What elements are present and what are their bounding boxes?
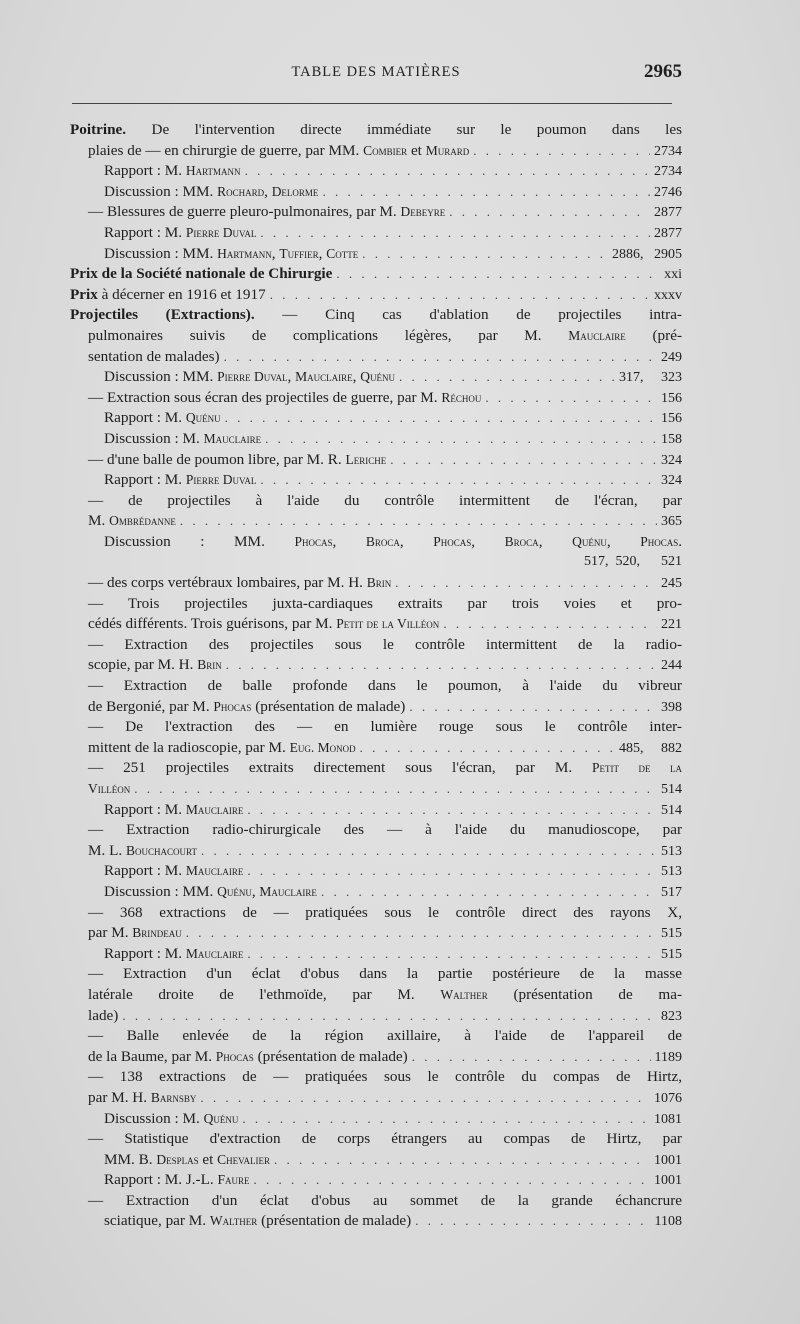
page-reference: 244 [661, 658, 682, 674]
page-reference: 398 [661, 699, 682, 715]
entry-text: , [471, 532, 505, 550]
index-line [70, 1067, 682, 1088]
entry-title [104, 470, 256, 491]
entry-text: Discussion : MM. [104, 882, 218, 900]
entry-title [88, 573, 391, 594]
index-line [70, 1047, 682, 1068]
entry-title [88, 697, 405, 718]
entry-text: , [251, 882, 260, 900]
page-reference: 514 [661, 782, 682, 797]
entry-text: et [407, 141, 426, 159]
author-name: Eug. Monod [289, 739, 356, 755]
page-reference: 1076 [654, 1090, 682, 1106]
entry-text: MM. B. [104, 1150, 157, 1168]
author-name: Mauclaire [185, 801, 244, 817]
index-line [70, 594, 682, 615]
entry-text: Rapport : M. J.-L. [104, 1171, 218, 1189]
entry-text: (présentation de ma- [487, 985, 683, 1003]
entry-text: , [352, 368, 361, 386]
author-name: Hartmann [217, 245, 272, 261]
author-name: Walther [209, 1213, 258, 1229]
header-rule [72, 103, 672, 104]
entry-text: De l'intervention directe immédiate sur le poumon dans les [126, 121, 682, 138]
entry-title [104, 223, 256, 244]
author-name: Broca [365, 533, 400, 549]
author-name: Tuffier [279, 245, 319, 261]
entry-text: — 368 extractions de — pratiquées sous le contrôle direct des rayons X, [88, 903, 682, 921]
author-name: Delorme [271, 183, 319, 199]
index-line [70, 491, 682, 512]
entry-title [104, 244, 358, 265]
entry-title [70, 285, 266, 306]
entry-title [88, 655, 222, 676]
entry-text: mittent de la radioscopie, par M. [88, 738, 290, 756]
entry-title [88, 841, 197, 862]
page-reference: 515 [661, 946, 682, 962]
index-line [70, 429, 682, 450]
dot-leader [254, 1170, 651, 1191]
dot-leader [274, 1150, 650, 1171]
entry-title [104, 182, 318, 203]
page-reference: 514 [661, 802, 682, 818]
entry-text: Discussion : MM. [104, 182, 218, 200]
entry-text: latérale droite de l'ethmoïde, par M. [88, 985, 441, 1003]
page-reference: 2746 [654, 184, 682, 200]
page-reference: 823 [661, 1008, 682, 1024]
author-name: Brindeau [132, 925, 182, 941]
index-line [70, 964, 682, 985]
page-reference: xxi [664, 267, 682, 283]
entry-text: (présentation de malade) [253, 1047, 408, 1065]
dot-leader [260, 470, 657, 491]
author-name: Murard [425, 142, 470, 158]
index-line [70, 573, 682, 594]
index-line [70, 614, 682, 635]
page-reference: 517 [661, 884, 682, 900]
page-reference: 2734 [654, 143, 682, 159]
dot-leader [473, 141, 650, 162]
dot-leader [247, 800, 657, 821]
author-name: Quénu [360, 369, 395, 385]
entry-text: , [538, 532, 573, 550]
entry-title [88, 450, 386, 471]
index-line [70, 244, 682, 265]
author-name: Petit de la [592, 760, 682, 776]
entry-text: — Extraction de balle profonde dans le poumon, à l'aide du vibreur [88, 677, 682, 695]
dot-leader [336, 264, 660, 285]
entry-text: , [271, 244, 280, 262]
entry-text: — Extraction d'un éclat d'obus au sommet de la grande échancrure [88, 1191, 682, 1209]
author-name: Phocas [640, 533, 679, 549]
entry-text: — Balle enlevée de la région axillaire, à l'aide de l'appareil de [88, 1027, 682, 1045]
entry-text: — d'une balle de poumon libre, par M. R. [88, 450, 346, 468]
dot-leader [134, 779, 657, 800]
entry-text: à décerner en 1916 et 1917 [97, 285, 266, 303]
entry-text: — de projectiles à l'aide du contrôle intermittent de l'écran, par [88, 491, 682, 509]
author-name: Réchou [441, 389, 482, 405]
dot-leader [226, 655, 657, 676]
entry-text: Discussion : MM. [104, 532, 295, 550]
index-line [70, 347, 682, 368]
dot-leader [186, 923, 657, 944]
index-line [70, 1211, 682, 1232]
index-line [70, 903, 682, 924]
author-name: Brin [366, 575, 392, 591]
page-reference: 156 [661, 390, 682, 406]
author-name: Brin [197, 657, 222, 673]
entry-title [104, 1150, 270, 1171]
running-header [70, 61, 682, 92]
author-name: Ombrédanne [109, 513, 176, 529]
entry-text: sentation de malades) [88, 347, 220, 365]
author-name: Phocas [213, 698, 252, 714]
index-line [70, 182, 682, 203]
entry-title [104, 408, 221, 429]
dot-leader [225, 408, 657, 429]
entry-title [70, 264, 332, 285]
author-name: Desplas [156, 1151, 199, 1167]
entry-text: — Extraction d'un éclat d'obus dans la partie postérieure de la masse [88, 965, 682, 983]
index-line [70, 1109, 682, 1130]
entry-text: — 251 projectiles extraits directement sous l'écran, par M. [88, 759, 593, 777]
entry-text: Rapport : M. [104, 800, 186, 818]
page-reference: 156 [661, 411, 682, 427]
entry-text: , [332, 532, 366, 550]
entry-text: Rapport : M. [104, 162, 186, 180]
entry-heading: Projectiles (Extractions). [70, 306, 255, 324]
author-name: Hartmann [185, 163, 241, 179]
index-line [70, 367, 682, 388]
index-line [70, 717, 682, 738]
index-line [70, 532, 682, 553]
entry-text: par M. H. [88, 1088, 151, 1106]
author-name: Quénu [203, 1110, 239, 1126]
index-line [70, 800, 682, 821]
index-line [70, 470, 682, 491]
page-reference: 1108 [654, 1214, 682, 1230]
entry-text: , [606, 532, 641, 550]
page-reference: 158 [661, 431, 682, 447]
entry-title [104, 861, 243, 882]
author-name: Cotte [326, 245, 359, 261]
author-name: Mauclaire [203, 430, 262, 446]
dot-leader [247, 944, 657, 965]
entry-text: Discussion : M. [104, 1109, 204, 1127]
author-name: Barnsby [150, 1089, 197, 1105]
page-reference: 513 [661, 864, 682, 880]
entry-text: — Extraction des projectiles sous le contrôle intermittent de la radio- [88, 635, 682, 653]
entry-title [88, 923, 182, 944]
index-line [70, 141, 682, 162]
entry-text: — Statistique d'extraction de corps étrangers au compas de Hirtz, par [88, 1130, 682, 1148]
entry-title [88, 614, 439, 635]
dot-leader [247, 861, 657, 882]
index-line [70, 552, 682, 573]
entry-title [104, 161, 241, 182]
entry-heading: Poitrine. [70, 121, 127, 138]
entry-title [104, 1109, 238, 1130]
author-name: Walther [440, 986, 488, 1002]
index-line [70, 697, 682, 718]
author-name: Petit de la Villéon [336, 616, 440, 632]
author-name: Bouchacourt [125, 842, 197, 858]
page-reference: 1189 [654, 1049, 682, 1065]
index-line [70, 676, 682, 697]
entry-text: — Blessures de guerre pleuro-pulmonaires, par M. [88, 203, 401, 221]
author-name: Quénu [185, 410, 221, 426]
index-line [70, 408, 682, 429]
page-reference: 2877 [654, 205, 682, 221]
author-name: Mauclaire [185, 863, 244, 879]
entry-title [88, 779, 130, 800]
index-line [70, 450, 682, 471]
entry-text: pulmonaires suivis de complications légères, par M. [88, 326, 569, 344]
entry-title [88, 388, 481, 409]
index-line [70, 285, 682, 306]
entry-text: Discussion : MM. [104, 368, 218, 386]
entry-title [88, 202, 445, 223]
entry-text: sciatique, par M. [104, 1212, 210, 1230]
dot-leader [409, 697, 657, 718]
author-name: Rochard [217, 183, 265, 199]
index-line [70, 1170, 682, 1191]
author-name: Phocas [433, 533, 472, 549]
page-reference: 485, 882 [619, 740, 682, 756]
index-line [70, 1088, 682, 1109]
dot-leader [415, 1211, 650, 1232]
running-title: TABLE DES MATIÈRES [291, 64, 461, 80]
entry-title [88, 347, 220, 368]
entry-text: Discussion : M. [104, 429, 204, 447]
entry-title [104, 1211, 411, 1232]
author-name: Faure [217, 1172, 250, 1188]
author-name: Villéon [88, 781, 131, 796]
index-line [70, 944, 682, 965]
author-name: Pierre Duval [185, 472, 257, 488]
entry-text: Rapport : M. [104, 471, 186, 489]
entry-title [88, 141, 469, 162]
author-name: Mauclaire [185, 945, 244, 961]
entry-text: , [399, 532, 434, 550]
entry-text: — 138 extractions de — pratiquées sous le contrôle du compas de Hirtz, [88, 1068, 682, 1086]
page-reference: 513 [661, 843, 682, 859]
page-reference: 324 [661, 473, 682, 489]
entry-text: Discussion : MM. [104, 244, 218, 262]
entry-text: — Trois projectiles juxta-cardiaques extraits par trois voies et pro- [88, 594, 682, 612]
dot-leader [395, 573, 657, 594]
entry-title [104, 1170, 250, 1191]
entry-text: M. [88, 512, 110, 530]
index-line [70, 1026, 682, 1047]
index-line [70, 985, 682, 1006]
author-name: Pierre Duval [217, 369, 288, 385]
dot-leader [443, 614, 657, 635]
index-line [70, 388, 682, 409]
dot-leader [242, 1109, 650, 1130]
index-line [70, 861, 682, 882]
entry-title [104, 882, 317, 903]
index-line [70, 923, 682, 944]
page-reference: xxxv [654, 287, 682, 303]
index-line [70, 202, 682, 223]
entry-text: Rapport : M. [104, 409, 186, 427]
entry-text: Rapport : M. [104, 223, 186, 241]
index-line [70, 1129, 682, 1150]
entry-text: (présentation de malade) [257, 1212, 412, 1230]
index-line [70, 1150, 682, 1171]
dot-leader [180, 511, 657, 532]
entry-text: , [318, 244, 327, 262]
author-name: Combier [363, 142, 408, 158]
dot-leader [245, 161, 650, 182]
dot-leader [122, 1006, 657, 1027]
entry-text: M. L. [88, 841, 126, 859]
dot-leader [399, 367, 615, 388]
dot-leader [270, 285, 650, 306]
index-line [70, 655, 682, 676]
entry-text: — Cinq cas d'ablation de projectiles intra- [254, 306, 682, 324]
page-reference: 317, 323 [619, 370, 682, 386]
dot-leader [321, 882, 657, 903]
index-line [70, 326, 682, 347]
entry-title [88, 1006, 118, 1027]
dot-leader [201, 841, 657, 862]
entry-title [104, 367, 395, 388]
entry-text: scopie, par M. H. [88, 656, 198, 674]
dot-leader [390, 450, 657, 471]
author-name: Quénu [572, 533, 607, 549]
page-reference: 1081 [654, 1111, 682, 1127]
entry-title [88, 1088, 196, 1109]
index-line [70, 635, 682, 656]
page-reference: 2877 [654, 225, 682, 241]
index-entries [70, 120, 682, 1232]
page-number: 2965 [644, 61, 682, 82]
index-line [70, 511, 682, 532]
entry-text: , [264, 182, 272, 200]
index-line [70, 779, 682, 800]
entry-text: , [287, 368, 296, 386]
entry-title [88, 1047, 408, 1068]
page-reference: 221 [661, 617, 682, 633]
entry-text: — des corps vertébraux lombaires, par M. H. [88, 574, 367, 592]
entry-title [88, 738, 356, 759]
entry-text: et [198, 1150, 218, 1168]
author-name: Quénu [217, 883, 252, 899]
page-reference: 365 [661, 514, 682, 530]
entry-text: — Extraction radio-chirurgicale des — à l'aide du manudioscope, par [88, 821, 682, 839]
entry-text: plaies de — en chirurgie de guerre, par MM. [88, 141, 364, 159]
dot-leader [322, 182, 650, 203]
entry-text: par M. [88, 924, 133, 942]
page-reference: 245 [661, 576, 682, 592]
entry-title [104, 429, 261, 450]
entry-text: . [678, 532, 683, 550]
dot-leader [362, 244, 608, 265]
entry-text: (pré- [625, 326, 682, 344]
index-line [70, 305, 682, 326]
index-line [70, 882, 682, 903]
entry-heading: Prix de la Société nationale de Chirurgie [70, 265, 333, 283]
page-reference: 324 [661, 452, 682, 468]
entry-text: Rapport : M. [104, 944, 186, 962]
dot-leader [265, 429, 657, 450]
entry-title [104, 944, 243, 965]
author-name: Chevalier [217, 1151, 270, 1167]
dot-leader [412, 1047, 651, 1068]
index-line [70, 223, 682, 244]
page-reference: 2734 [654, 164, 682, 180]
entry-text: 517, 520, 521 [584, 554, 682, 570]
dot-leader [224, 347, 657, 368]
author-name: Pierre Duval [185, 224, 257, 240]
entry-heading: Prix [70, 285, 98, 303]
entry-text: (présentation de malade) [251, 697, 406, 715]
index-line [70, 758, 682, 779]
author-name: Leriche [345, 451, 387, 467]
author-name: Mauclaire [259, 883, 317, 899]
index-line [70, 120, 682, 141]
dot-leader [485, 388, 657, 409]
dot-leader [200, 1088, 650, 1109]
page-reference: 1001 [654, 1152, 682, 1168]
dot-leader [449, 202, 650, 223]
entry-text: lade) [88, 1006, 119, 1024]
dot-leader [360, 738, 615, 759]
entry-text: — Extraction sous écran des projectiles de guerre, par M. [88, 388, 442, 406]
author-name: Mauclaire [295, 369, 353, 385]
entry-text: de la Baume, par M. [88, 1047, 216, 1065]
index-line [70, 1191, 682, 1212]
page-reference: 249 [661, 349, 682, 365]
page-reference: 515 [661, 926, 682, 942]
index-line [70, 264, 682, 285]
index-line [70, 1006, 682, 1027]
page-reference: 2886, 2905 [612, 246, 682, 262]
entry-text: cédés différents. Trois guérisons, par M. [88, 615, 337, 633]
page-reference: 1001 [654, 1173, 682, 1189]
author-name: Phocas [294, 533, 333, 549]
index-line [70, 738, 682, 759]
entry-text: Rapport : M. [104, 862, 186, 880]
index-line [70, 161, 682, 182]
entry-text: de Bergonié, par M. [88, 697, 214, 715]
author-name: Mauclaire [568, 327, 626, 343]
dot-leader [260, 223, 650, 244]
entry-title [104, 800, 243, 821]
index-line [70, 841, 682, 862]
index-line [70, 820, 682, 841]
author-name: Phocas [215, 1048, 254, 1064]
author-name: Broca [504, 533, 539, 549]
entry-text: — De l'extraction des — en lumière rouge sous le contrôle inter- [88, 718, 682, 736]
author-name: Debeyre [400, 204, 446, 220]
entry-title [88, 511, 176, 532]
